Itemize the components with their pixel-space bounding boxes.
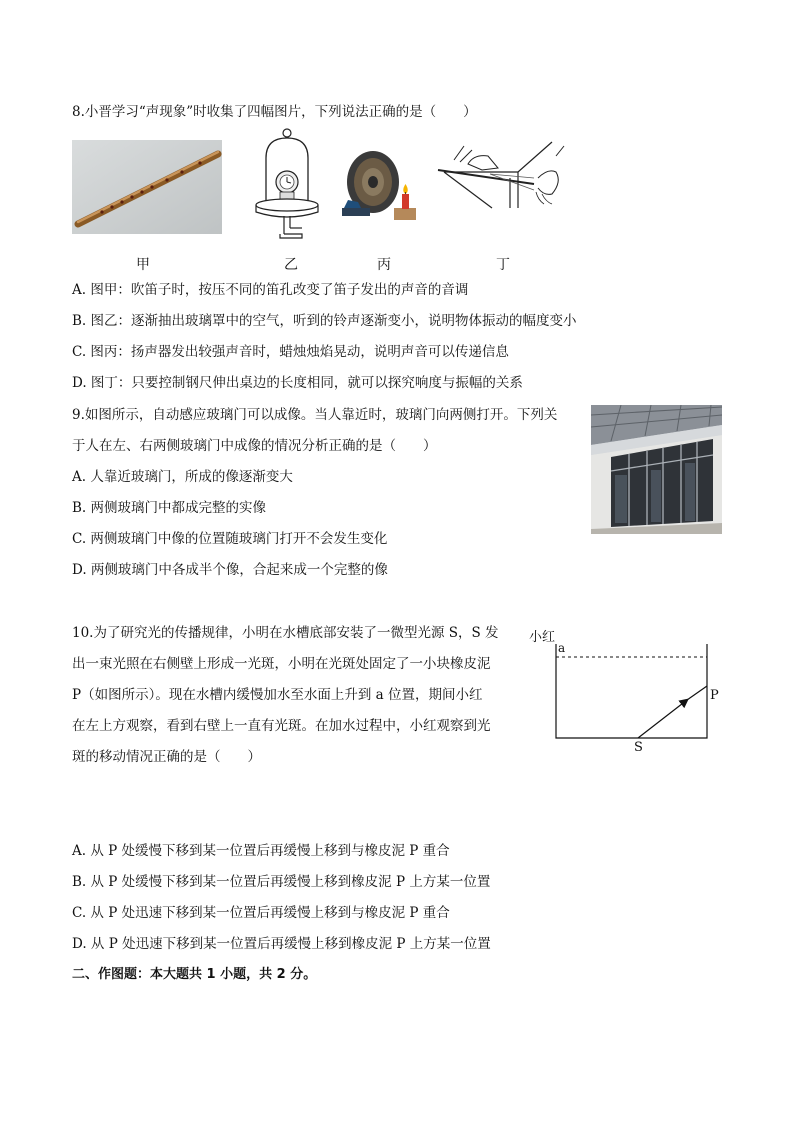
q9-option-c: C. 两侧玻璃门中像的位置随玻璃门打开不会发生变化 [72, 531, 388, 547]
q9-stem-line2: 于人在左、右两侧玻璃门中成像的情况分析正确的是（ ） [72, 438, 437, 454]
observer-label: 小红 [529, 630, 556, 645]
q10-stem-line2: 出一束光照在右侧壁上形成一光斑，小明在光斑处固定了一小块橡皮泥 [72, 656, 491, 672]
q9-option-a: A. 人靠近玻璃门，所成的像逐渐变大 [72, 469, 293, 485]
speaker-candle-figure [340, 146, 420, 224]
q9-stem-line1: 9.如图所示，自动感应玻璃门可以成像。当人靠近时，玻璃门向两侧打开。下列关 [72, 407, 558, 423]
q10-stem-line5: 斑的移动情况正确的是（ ） [72, 749, 261, 765]
caption-jia: 甲 [136, 257, 150, 273]
glass-door-photo [591, 405, 722, 534]
water-level-label: a [558, 641, 566, 655]
q10-option-c: C. 从 P 处迅速下移到某一位置后再缓慢上移到与橡皮泥 P 重合 [72, 905, 450, 921]
ruler-table-figure [434, 138, 568, 212]
q9-option-b: B. 两侧玻璃门中都成完整的实像 [72, 500, 267, 516]
q8-stem: 8.小晋学习“声现象”时收集了四幅图片，下列说法正确的是（ ） [72, 104, 477, 120]
q8-option-d: D. 图丁：只要控制钢尺伸出桌边的长度相同，就可以探究响度与振幅的关系 [72, 375, 523, 391]
bell-jar-figure [254, 128, 330, 244]
q10-stem-line3: P（如图所示）。现在水槽内缓慢加水至水面上升到 a 位置，期间小红 [72, 687, 483, 703]
q10-option-d: D. 从 P 处迅速下移到某一位置后再缓慢上移到橡皮泥 P 上方某一位置 [72, 936, 491, 952]
q10-stem-line4: 在左上方观察，看到右壁上一直有光斑。在加水过程中，小红观察到光 [72, 718, 491, 734]
point-p-label: P [710, 688, 719, 703]
source-s-label: S [634, 740, 643, 755]
caption-ding: 丁 [496, 257, 510, 273]
section-title: 二、作图题：本大题共 1 小题，共 2 分。 [72, 967, 317, 982]
q8-option-b: B. 图乙：逐渐抽出玻璃罩中的空气，听到的铃声逐渐变小，说明物体振动的幅度变小 [72, 313, 577, 329]
q10-option-b: B. 从 P 处缓慢下移到某一位置后再缓慢上移到橡皮泥 P 上方某一位置 [72, 874, 491, 890]
q10-option-a: A. 从 P 处缓慢下移到某一位置后再缓慢上移到与橡皮泥 P 重合 [72, 843, 450, 859]
q8-option-c: C. 图丙：扬声器发出较强声音时，蜡烛烛焰晃动，说明声音可以传递信息 [72, 344, 509, 360]
q9-option-d: D. 两侧玻璃门中各成半个像，合起来成一个完整的像 [72, 562, 388, 578]
q10-stem-line1: 10.为了研究光的传播规律，小明在水槽底部安装了一微型光源 S，S 发 [72, 625, 499, 641]
flute-image [72, 140, 222, 234]
caption-bing: 丙 [377, 257, 391, 273]
caption-yi: 乙 [284, 257, 298, 273]
q8-option-a: A. 图甲：吹笛子时，按压不同的笛孔改变了笛子发出的声音的音调 [72, 282, 469, 298]
